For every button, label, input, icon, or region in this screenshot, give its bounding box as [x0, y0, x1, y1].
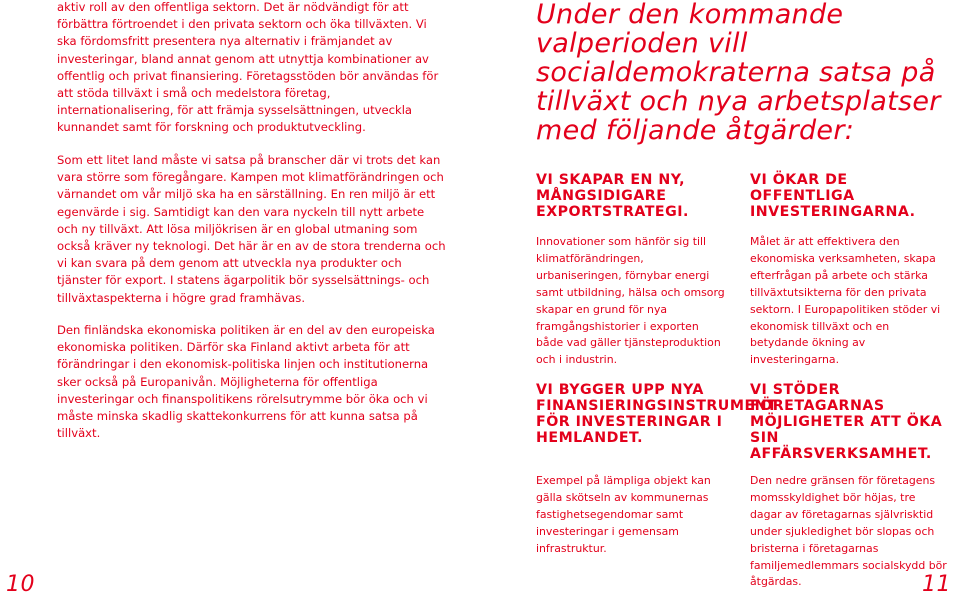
- body-paragraph-3: Den finländska ekonomiska politiken är en del av den europeiska ekonomiska politiken. Därför ska Finland aktivt arbeta för att förändringar i den ekonomisk-politiska linjen och institutionerna sker också på Europanivån. Möjligheterna för offentliga investeringar och finanspolitikens rörelsutrymme bör öka och vi måste minska skadlig skattekonkurrens för att kunna satsa på tillväxt.: [57, 323, 435, 441]
- headline: Under den kommande valperioden vill socialdemokraterna satsa på tillväxt och nya arbetsplatser med följande åtgärder:: [536, 0, 941, 146]
- measure-title-investments: VI ÖKAR DE OFFENTLIGA INVESTERINGARNA.: [750, 172, 916, 220]
- measure-body-financing: Exempel på lämpliga objekt kan gälla skötseln av kommunernas fastighetsegendomar samt investeringar i gemensam infrastruktur.: [536, 474, 711, 555]
- measure-body-export: Innovationer som hänför sig till klimatförändringen, urbaniseringen, förnybar energi samt utbildning, hälsa och omsorg skapar en grund för nya framgångshistorier i exporten både vad gäller tjänsteproduktion och i industrin.: [536, 235, 725, 367]
- measure-body-investments: Målet är att effektivera den ekonomiska verksamheten, skapa efterfrågan på arbete och stärka tillväxtutsikterna för den privata sektorn. I Europapolitiken stöder vi ekonomisk tillväxt och en betydande ökning av investeringarna.: [750, 235, 941, 367]
- measure-body-entrepreneurs: Den nedre gränsen för företagens momsskyldighet bör höjas, tre dagar av företagarnas självrisktid under sjukledighet bör slopas och bristerna i företagarnas familjemedlemmars socialskydd bör åtgärdas.: [750, 474, 947, 589]
- measure-title-export: VI SKAPAR EN NY, MÅNGSIDIGARE EXPORTSTRATEGI.: [536, 172, 689, 220]
- page-number-right: 11: [922, 572, 951, 597]
- measure-title-financing: VI BYGGER UPP NYA FINANSIERINGSINSTRUMENT FÖR INVESTERINGAR I HEMLANDET.: [536, 382, 778, 446]
- page-number-left: 10: [6, 572, 35, 597]
- body-paragraph-2: Som ett litet land måste vi satsa på branscher där vi trots det kan vara större som föregångare. Kampen mot klimatförändringen och värnandet om vår miljö ska ha en särställning. En ren miljö är ett egenvärde i sig. Samtidigt kan den vara nyckeln till nytt arbete och ny tillväxt. Att lösa miljökrisen är en global utmaning som också kräver ny teknologi. Det här är en av de stora trenderna och vi kan svara på dem genom att utveckla nya produkter och tjänster för export. I statens ägarpolitik bör sysselsättnings- och tillväxtaspekterna i högre grad framhävas.: [57, 153, 446, 305]
- body-paragraph-1: aktiv roll av den offentliga sektorn. Det är nödvändigt för att förbättra förtroendet i den privata sektorn och öka tillväxten. Vi ska fördomsfritt presentera nya alternativ i främjandet av investeringar, bland annat genom att utnyttja kombinationer av offentlig och privat finansiering. Företagsstöden bör användas för att stöda tillväxt i små och medelstora företag, internationalisering, för att främja sysselsättningen, utveckla kunnandet samt för forskning och produktutveckling.: [57, 0, 439, 135]
- right-page: [480, 0, 959, 600]
- measure-title-entrepreneurs: VI STÖDER FÖRETAGARNAS MÖJLIGHETER ATT ÖKA SIN AFFÄRSVERKSAMHET.: [750, 382, 943, 462]
